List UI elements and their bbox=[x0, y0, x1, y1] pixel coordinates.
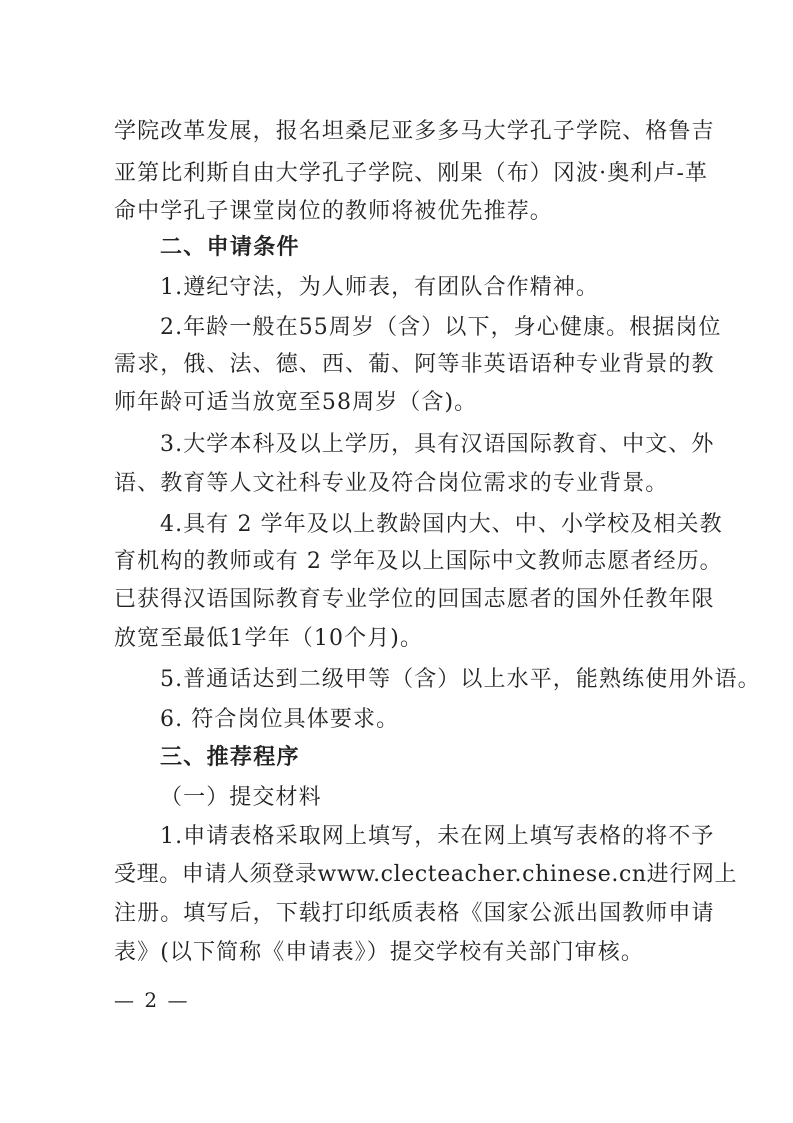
paragraph-line: 1.遵纪守法，为人师表，有团队合作精神。 bbox=[160, 275, 599, 300]
paragraph-line: 2.年龄一般在55周岁（含）以下，身心健康。根据岗位 bbox=[160, 315, 722, 340]
paragraph-line: 命中学孔子课堂岗位的教师将被优先推荐。 bbox=[114, 199, 553, 224]
page-number: — 2 — bbox=[114, 988, 190, 1012]
section-heading: 二、申请条件 bbox=[160, 235, 300, 260]
paragraph-line: 表》(以下简称《申请表》）提交学校有关部门审核。 bbox=[114, 940, 644, 965]
paragraph-line: 3.大学本科及以上学历，具有汉语国际教育、中文、外 bbox=[160, 432, 715, 457]
paragraph-line: 需求，俄、法、德、西、葡、阿等非英语语种专业背景的教 bbox=[114, 352, 715, 377]
paragraph-line: 已获得汉语国际教育专业学位的回国志愿者的国外任教年限 bbox=[114, 587, 715, 612]
paragraph-line: 师年龄可适当放宽至58周岁（含)。 bbox=[114, 390, 478, 415]
paragraph-line: 放宽至最低1学年（10个月)。 bbox=[114, 626, 424, 651]
paragraph-line: 1.申请表格采取网上填写，未在网上填写表格的将不予 bbox=[160, 824, 715, 849]
subsection-heading: （一）提交材料 bbox=[160, 785, 322, 810]
paragraph-line: 育机构的教师或有 2 学年及以上国际中文教师志愿者经历。 bbox=[114, 549, 723, 574]
paragraph-line: 学院改革发展，报名坦桑尼亚多多马大学孔子学院、格鲁吉 bbox=[114, 119, 715, 144]
paragraph-line: 5.普通话达到二级甲等（含）以上水平，能熟练使用外语。 bbox=[160, 667, 761, 692]
section-heading: 三、推荐程序 bbox=[160, 745, 300, 770]
paragraph-line: 4.具有 2 学年及以上教龄国内大、中、小学校及相关教 bbox=[160, 512, 723, 537]
paragraph-line: 6. 符合岗位具体要求。 bbox=[160, 707, 400, 732]
paragraph-line: 受理。申请人须登录www.clecteacher.chinese.cn进行网上 bbox=[114, 862, 738, 887]
paragraph-line: 注册。填写后，下载打印纸质表格《国家公派出国教师申请 bbox=[114, 901, 715, 926]
paragraph-line: 语、教育等人文社科专业及符合岗位需求的专业背景。 bbox=[114, 471, 669, 496]
paragraph-line: 亚第比利斯自由大学孔子学院、刚果（布）冈波·奥利卢-革 bbox=[114, 161, 709, 186]
